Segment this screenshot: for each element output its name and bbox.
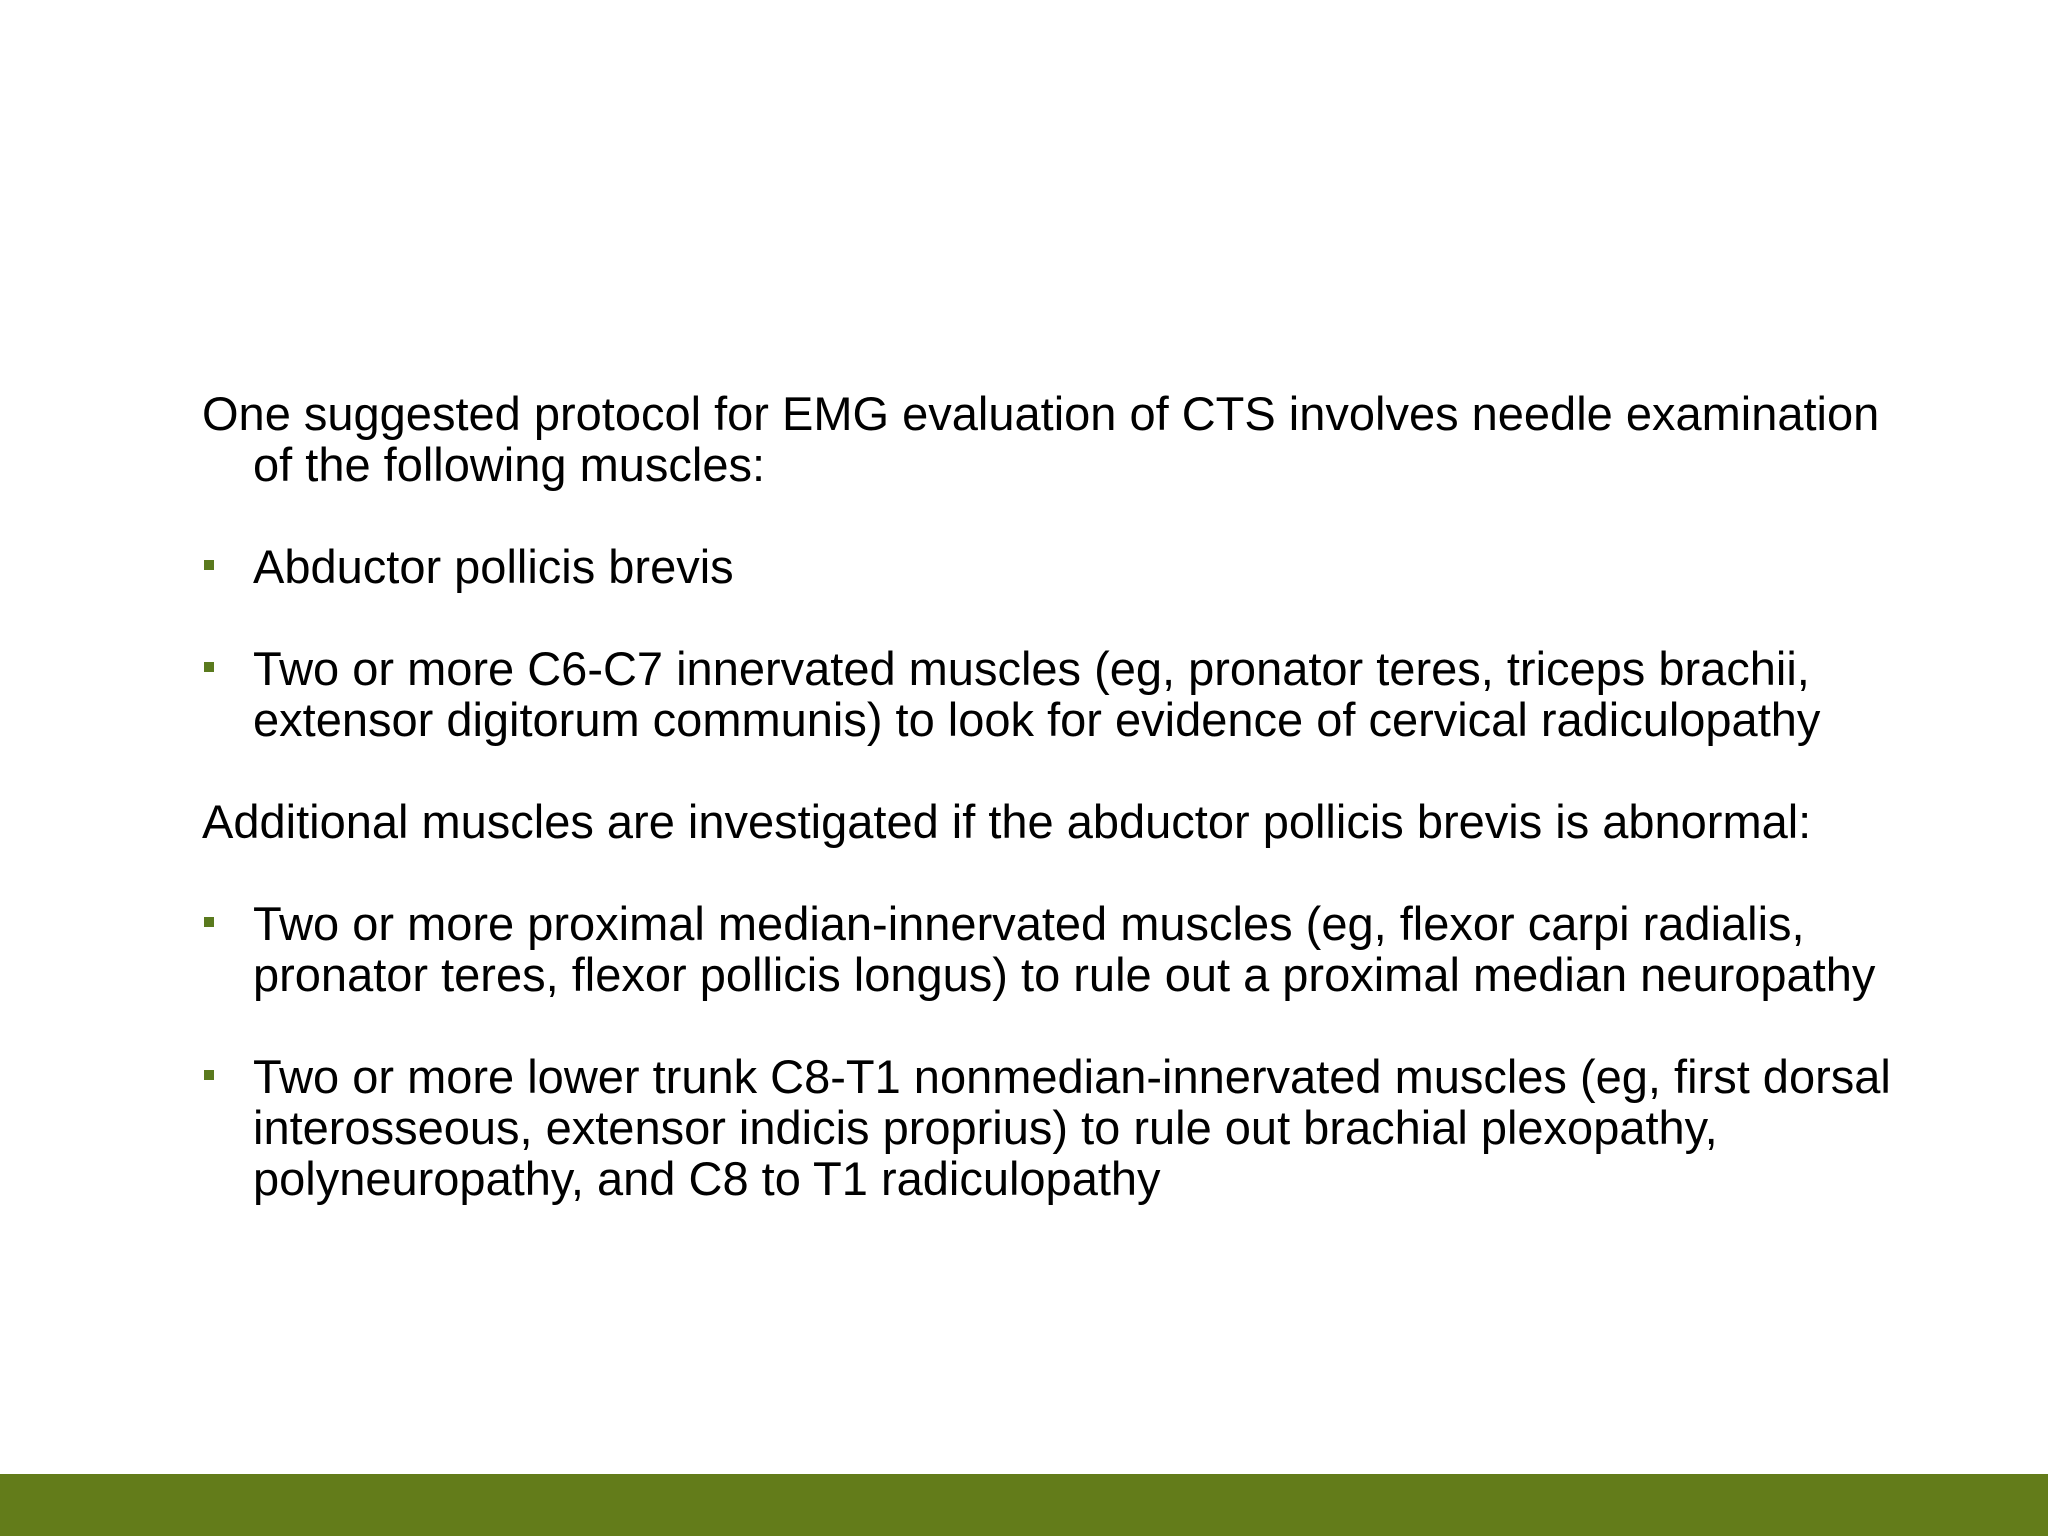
bullet-text: Two or more proximal median-innervated muscles (eg, flexor carpi radialis, pronator teres, flexor pollicis longus) to rule out a proximal median neuropathy bbox=[253, 897, 1876, 1001]
bullet-item bbox=[202, 643, 1902, 745]
square-bullet-icon bbox=[204, 1070, 214, 1080]
bullet-item bbox=[202, 898, 1902, 1000]
square-bullet-icon bbox=[204, 560, 214, 570]
bullet-item bbox=[202, 1051, 1902, 1204]
bullet-text: Two or more C6-C7 innervated muscles (eg, pronator teres, triceps brachii, extensor digitorum communis) to look for evidence of cervical radiculopathy bbox=[253, 642, 1821, 746]
bullet-item bbox=[202, 541, 1902, 592]
square-bullet-icon bbox=[204, 917, 214, 927]
slide-body bbox=[202, 388, 1902, 1255]
bullet-text: Abductor pollicis brevis bbox=[253, 540, 734, 593]
footer-accent-bar bbox=[0, 1474, 2048, 1536]
square-bullet-icon bbox=[204, 662, 214, 672]
bullet-text: Two or more lower trunk C8-T1 nonmedian-innervated muscles (eg, first dorsal interosseous, extensor indicis proprius) to rule out brachial plexopathy, polyneuropathy, and C8 to T1 radiculopathy bbox=[253, 1050, 1891, 1205]
additional-paragraph: Additional muscles are investigated if the abductor pollicis brevis is abnormal: bbox=[202, 795, 1812, 848]
intro-paragraph: One suggested protocol for EMG evaluation of CTS involves needle examination of the following muscles: bbox=[202, 387, 1880, 491]
